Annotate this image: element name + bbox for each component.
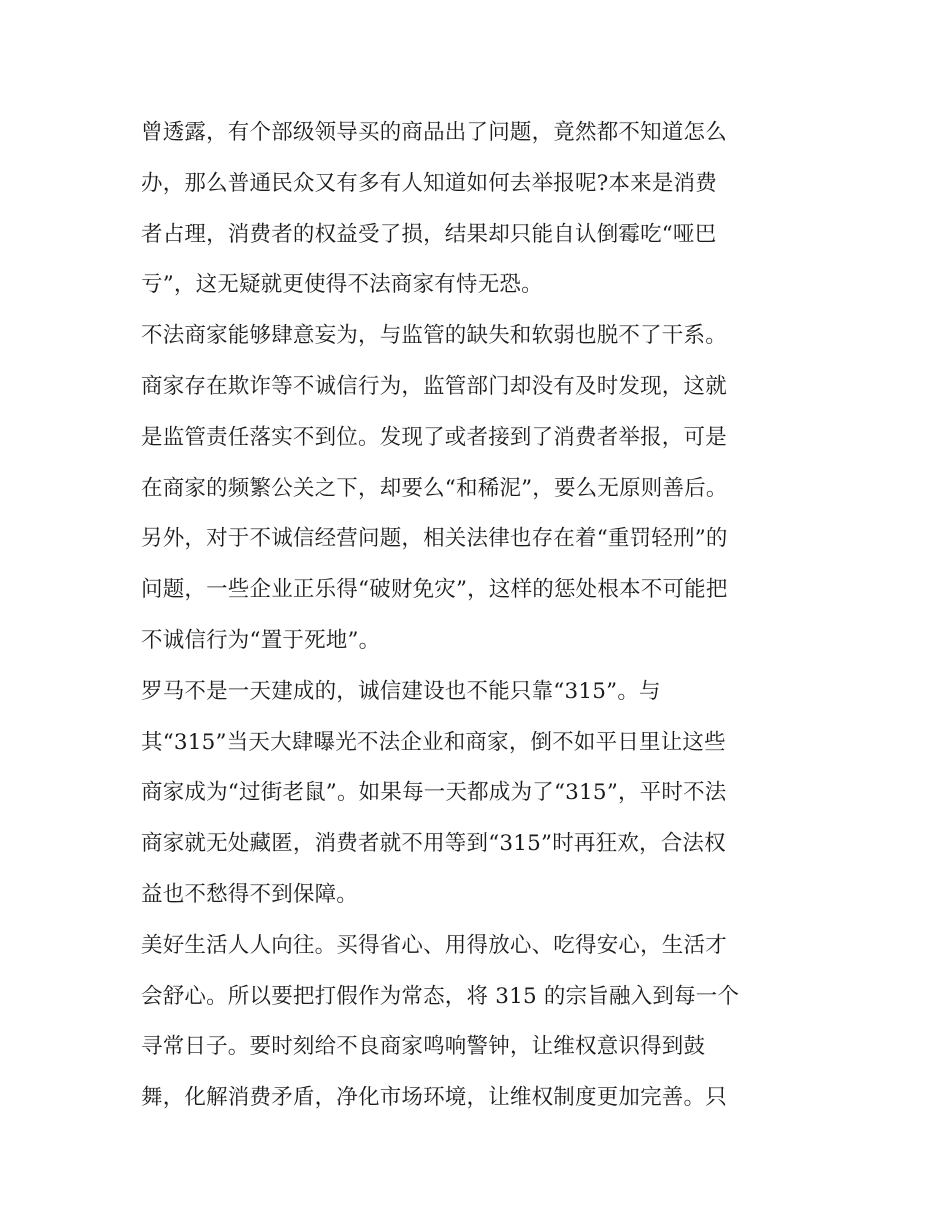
text-line: 亏”，这无疑就更使得不法商家有恃无恐。 [141, 272, 543, 298]
text-line: 是监管责任落实不到位。发现了或者接到了消费者举报，可是 [141, 424, 727, 450]
body-text [141, 108, 821, 1124]
text-line: 在商家的频繁公关之下，却要么“和稀泥”，要么无原则善后。 [141, 475, 728, 501]
text-line: 美好生活人人向往。买得省心、用得放心、吃得安心，生活才 [141, 932, 727, 958]
text-line: 罗马不是一天建成的，诚信建设也不能只靠“315”。与 [141, 678, 661, 704]
text-line: 寻常日子。要时刻给不良商家鸣响警钟，让维权意识得到鼓 [141, 1034, 706, 1060]
text-line: 办，那么普通民众又有多有人知道如何去举报呢?本来是消费 [141, 170, 717, 196]
text-line: 商家就无处藏匿，消费者就不用等到“315”时再狂欢，合法权 [141, 831, 726, 857]
text-line: 问题，一些企业正乐得“破财免灾”，这样的惩处根本不可能把 [141, 577, 728, 603]
text-line: 益也不愁得不到保障。 [141, 881, 359, 907]
text-line: 另外，对于不诚信经营问题，相关法律也存在着“重罚轻刑”的 [141, 526, 728, 552]
text-line: 会舒心。所以要把打假作为常态，将 315 的宗旨融入到每一个 [141, 983, 740, 1009]
text-line: 者占理，消费者的权益受了损，结果却只能自认倒霉吃“哑巴 [141, 221, 717, 247]
text-line: 商家成为“过街老鼠”。如果每一天都成为了“315”，平时不法 [141, 780, 727, 806]
text-line: 其“315”当天大肆曝光不法企业和商家，倒不如平日里让这些 [141, 729, 726, 755]
text-line: 不诚信行为“置于死地”。 [141, 627, 381, 653]
text-line: 不法商家能够肆意妄为，与监管的缺失和软弱也脱不了干系。 [141, 323, 727, 349]
text-line: 舞，化解消费矛盾，净化市场环境，让维权制度更加完善。只 [141, 1085, 727, 1111]
text-line: 曾透露，有个部级领导买的商品出了问题，竟然都不知道怎么 [141, 120, 727, 145]
text-line: 商家存在欺诈等不诚信行为，监管部门却没有及时发现，这就 [141, 373, 727, 399]
